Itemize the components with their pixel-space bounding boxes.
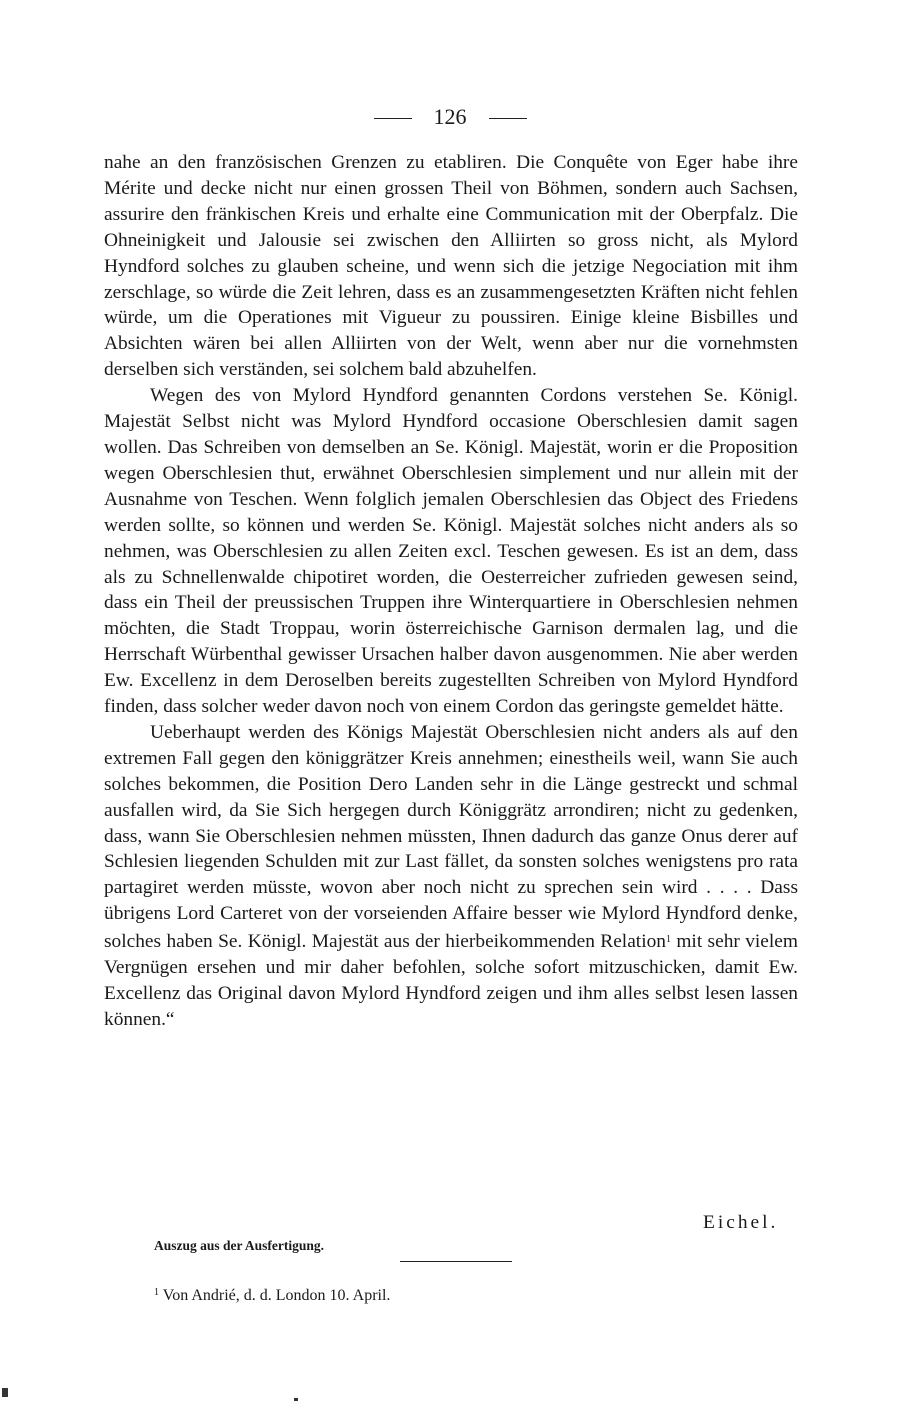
- scan-mark-left: [2, 1388, 8, 1397]
- source-note: Auszug aus der Ausfertigung.: [154, 1238, 325, 1253]
- paragraph-3: [104, 720, 798, 1033]
- body-text: [104, 150, 798, 1033]
- footnote: [154, 1287, 390, 1305]
- signature: Eichel.: [703, 1212, 779, 1233]
- footnote-marker: 1: [154, 1287, 159, 1298]
- footnote-divider: [400, 1261, 512, 1262]
- paragraph-3-part-1: Ueberhaupt werden des Königs Majestät Oberschlesien nicht anders als auf den extremen Fall gegen den königgrätzer Kreis annehmen; einestheils weil, wann Sie auch solches bekommen, die Position Dero Landen sehr in die Länge gestreckt und schmal ausfallen wird, da Sie Sich hergegen durch Königgrätz arrondiren; nicht zu gedenken, dass, wann Sie Oberschlesien nehmen müssten, Ihnen dadurch das ganze Onus derer auf Schlesien liegenden Schulden mit zur Last fället, da sonsten solches wenigstens pro rata partagiret werden müsste, wovon aber noch nicht zu sprechen sein wird . . . . Dass übrigens Lord Carteret von der vorseienden Affaire besser wie Mylord Hyndford denke, solches haben Se. Königl. Majestät aus der hierbeikommenden Relation: [104, 721, 798, 953]
- paragraph-3-part-2: mit sehr vielem Vergnügen ersehen und mir daher befohlen, solche sofort mitzuschicken, damit Ew. Excellenz das Original davon Mylord Hyndford zeigen und ihm alles selbst lesen lassen können.“: [104, 931, 798, 1030]
- page-number-rule-left: [374, 118, 412, 119]
- paragraph-2: Wegen des von Mylord Hyndford genannten Cordons verstehen Se. Königl. Majestät Selbst nicht was Mylord Hyndford occasione Oberschlesien damit sagen wollen. Das Schreiben von demselben an Se. Königl. Majestät, worin er die Proposition wegen Oberschlesien thut, erwähnet Oberschlesien simplement und nur allein mit der Ausnahme von Teschen. Wenn folglich jemalen Oberschlesien das Object des Friedens werden sollte, so können und werden Se. Königl. Majestät solches nicht anders als so nehmen, was Oberschlesien zu allen Zeiten excl. Teschen gewesen. Es ist an dem, dass als zu Schnellenwalde chipotiret worden, die Oesterreicher zufrieden gewesen seind, dass ein Theil der preussischen Truppen ihre Winterquartiere in Oberschlesien nehmen möchten, die Stadt Troppau, worin österreichische Garnison dermalen lag, und die Herrschaft Würbenthal gewisser Ursachen halber davon ausgenommen. Nie aber werden Ew. Excellenz in dem Deroselben bereits zugestellten Schreiben von Mylord Hyndford finden, dass solcher weder davon noch von einem Cordon das geringste gemeldet hätte.: [104, 385, 798, 718]
- paragraph-1: nahe an den französischen Grenzen zu etabliren. Die Conquête von Eger habe ihre Mérite und decke nicht nur einen grossen Theil von Böhmen, sondern auch Sachsen, assurire den fränkischen Kreis und erhalte eine Communication mit der Oberpfalz. Die Ohneinigkeit und Jalousie sei zwischen den Alliirten so gross nicht, als Mylord Hyndford solches zu glauben scheine, und wenn sich die jetzige Negociation mit ihm zerschlage, so würde die Zeit lehren, dass es an zusammengesetzten Kräften nicht fehlen würde, um die Operationes mit Vigueur zu poussiren. Einige kleine Bisbilles und Absichten wären bei allen Alliirten von der Welt, wenn aber nur die vornehmsten derselben sich verständen, sei solchem bald abzuhelfen.: [104, 152, 798, 381]
- footnote-text: Von Andrié, d. d. London 10. April.: [162, 1287, 391, 1304]
- scan-mark-bottom: [294, 1398, 298, 1401]
- page-number-rule-right: [489, 118, 527, 119]
- page-number-text: 126: [433, 104, 467, 129]
- page-number: [0, 104, 900, 130]
- footnote-reference: 1: [665, 934, 671, 946]
